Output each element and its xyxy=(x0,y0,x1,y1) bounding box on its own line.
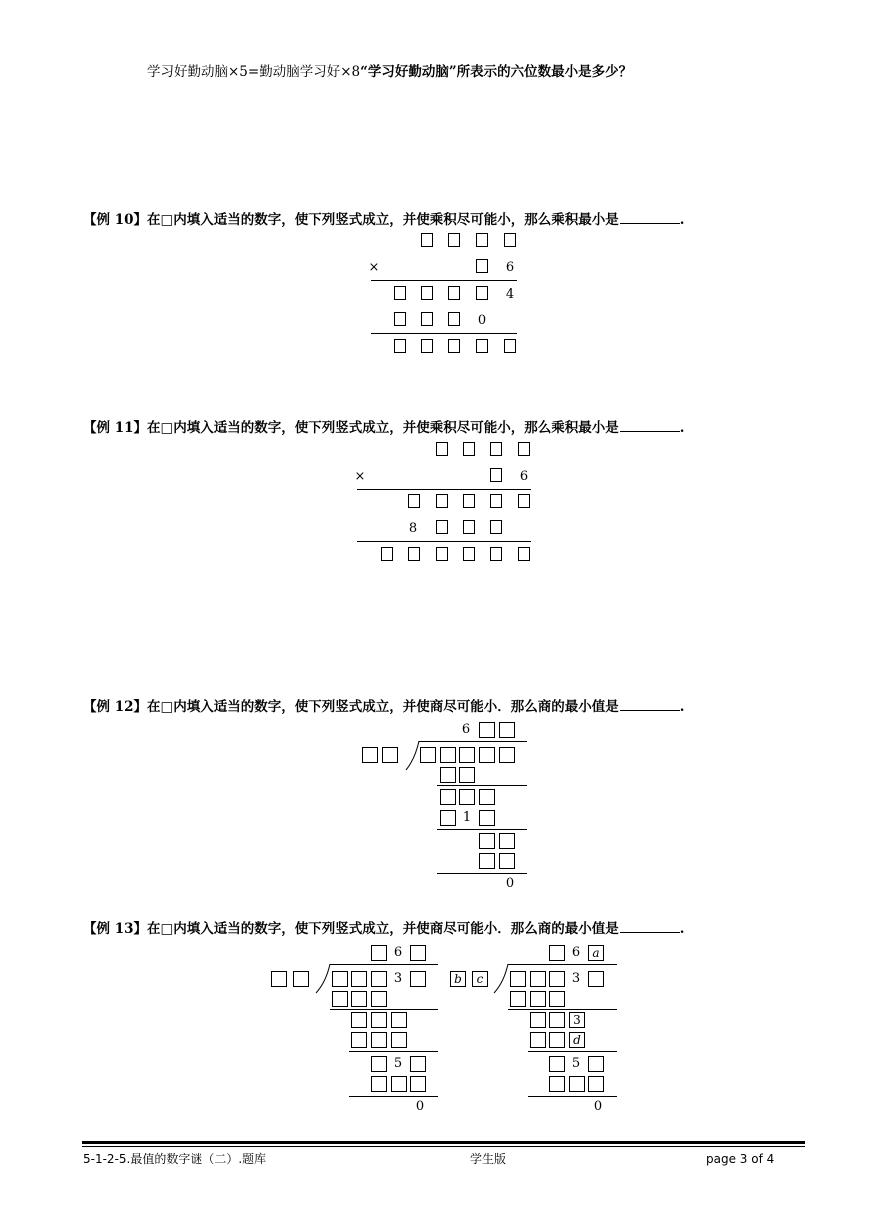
example-10-heading xyxy=(83,211,684,228)
rule xyxy=(357,489,531,490)
divisor-box xyxy=(293,971,309,987)
digit-box xyxy=(351,971,367,987)
letter-box-d: d xyxy=(569,1032,585,1048)
rule xyxy=(371,280,517,281)
digit-box xyxy=(440,789,456,805)
digit-box xyxy=(371,991,387,1007)
digit-box xyxy=(440,747,456,763)
example-13-heading xyxy=(83,920,684,937)
digit-box xyxy=(448,312,460,326)
digit-1: 1 xyxy=(462,810,472,825)
digit-box xyxy=(391,1076,407,1092)
example-12-heading xyxy=(83,698,684,715)
footer-page-number: page 3 of 4 xyxy=(706,1152,775,1166)
digit-box xyxy=(530,991,546,1007)
example-text: 在□内填入适当的数字，使下列竖式成立，并使乘积尽可能小，那么乘积最小是 xyxy=(147,420,619,436)
example-label: 【例 11】 xyxy=(83,420,147,436)
remainder-0: 0 xyxy=(505,876,515,891)
digit-box xyxy=(463,494,475,508)
digit-box xyxy=(410,1076,426,1092)
digit-box xyxy=(490,494,502,508)
answer-blank xyxy=(620,211,680,224)
digit-box xyxy=(588,971,604,987)
digit-box xyxy=(510,971,526,987)
example-label: 【例 12】 xyxy=(83,699,147,715)
example-label: 【例 13】 xyxy=(83,921,147,937)
digit-box xyxy=(391,1012,407,1028)
digit-box xyxy=(463,442,475,456)
digit-box xyxy=(504,233,516,247)
footer-title: 5-1-2-5.最值的数字谜（二）.题库 xyxy=(83,1152,267,1166)
digit-box xyxy=(421,286,433,300)
digit-box xyxy=(371,971,387,987)
division-bracket xyxy=(492,964,512,994)
rule xyxy=(528,1051,617,1052)
digit-box xyxy=(410,1056,426,1072)
example-end: . xyxy=(679,699,685,715)
times-sign: × xyxy=(368,260,380,275)
intro-line xyxy=(147,64,632,80)
footer-edition: 学生版 xyxy=(470,1152,507,1166)
digit-box xyxy=(332,971,348,987)
rule xyxy=(437,785,527,786)
digit-box xyxy=(530,1032,546,1048)
digit-box xyxy=(371,1076,387,1092)
rule xyxy=(349,1096,438,1097)
digit-box xyxy=(569,1076,585,1092)
digit-box xyxy=(436,442,448,456)
divisor-box xyxy=(362,747,378,763)
digit-box xyxy=(479,810,495,826)
digit-box xyxy=(421,233,433,247)
digit-box xyxy=(499,833,515,849)
digit-box xyxy=(499,747,515,763)
digit-box xyxy=(479,833,495,849)
digit-box xyxy=(394,312,406,326)
digit-box xyxy=(436,547,448,561)
intro-question: “学习好勤动脑”所表示的六位数最小是多少？ xyxy=(360,64,633,80)
rule xyxy=(437,873,527,874)
digit-box xyxy=(549,945,565,961)
letter-box-c: c xyxy=(472,971,488,987)
times-sign: × xyxy=(354,469,366,484)
digit-box xyxy=(479,722,495,738)
digit-box xyxy=(549,991,565,1007)
digit-box xyxy=(459,767,475,783)
remainder-0: 0 xyxy=(593,1099,603,1114)
rule xyxy=(357,541,531,542)
digit-4: 4 xyxy=(505,287,515,302)
example-text: 在□内填入适当的数字，使下列竖式成立，并使商尽可能小．那么商的最小值是 xyxy=(147,921,619,937)
digit-box xyxy=(459,747,475,763)
digit-box xyxy=(421,312,433,326)
footer-rule-thin xyxy=(82,1146,805,1147)
digit-box xyxy=(479,747,495,763)
digit-3: 3 xyxy=(571,971,581,986)
rule xyxy=(330,1009,438,1010)
rule xyxy=(349,1051,438,1052)
digit-box xyxy=(588,1076,604,1092)
example-label: 【例 10】 xyxy=(83,212,147,228)
answer-blank xyxy=(620,419,680,432)
digit-5: 5 xyxy=(571,1056,581,1071)
digit-6: 6 xyxy=(519,469,529,484)
digit-box xyxy=(518,442,530,456)
digit-box xyxy=(510,991,526,1007)
digit-box xyxy=(394,286,406,300)
digit-box xyxy=(410,945,426,961)
example-end: . xyxy=(679,921,685,937)
example-end: . xyxy=(679,420,685,436)
digit-box xyxy=(371,945,387,961)
digit-box xyxy=(504,339,516,353)
intro-equation: 学习好勤动脑×5=勤动脑学习好×8 xyxy=(147,64,361,80)
division-bar xyxy=(330,964,438,965)
quotient-digit-6: 6 xyxy=(571,945,581,960)
digit-box xyxy=(436,520,448,534)
digit-box xyxy=(476,286,488,300)
digit-box xyxy=(371,1056,387,1072)
digit-box xyxy=(530,1012,546,1028)
digit-box xyxy=(549,1076,565,1092)
digit-box xyxy=(421,339,433,353)
digit-box xyxy=(549,1056,565,1072)
boxed-digit-3: 3 xyxy=(569,1012,585,1028)
digit-box xyxy=(530,971,546,987)
divisor-box xyxy=(271,971,287,987)
digit-box xyxy=(588,1056,604,1072)
digit-box xyxy=(448,339,460,353)
digit-box xyxy=(476,259,488,273)
digit-box xyxy=(391,1032,407,1048)
digit-box xyxy=(440,810,456,826)
example-text: 在□内填入适当的数字，使下列竖式成立，并使乘积尽可能小，那么乘积最小是 xyxy=(147,212,619,228)
rule xyxy=(437,829,527,830)
digit-box xyxy=(499,853,515,869)
digit-box xyxy=(332,991,348,1007)
example-text: 在□内填入适当的数字，使下列竖式成立，并使商尽可能小．那么商的最小值是 xyxy=(147,699,619,715)
digit-box xyxy=(420,747,436,763)
quotient-digit-6: 6 xyxy=(393,945,403,960)
digit-box xyxy=(351,1032,367,1048)
digit-box xyxy=(408,547,420,561)
division-bar xyxy=(419,741,527,742)
digit-box xyxy=(448,286,460,300)
division-bracket xyxy=(314,964,334,994)
digit-0: 0 xyxy=(477,313,487,328)
digit-box xyxy=(408,494,420,508)
digit-box xyxy=(351,1012,367,1028)
digit-box xyxy=(518,494,530,508)
digit-box xyxy=(476,233,488,247)
digit-box xyxy=(463,547,475,561)
digit-box xyxy=(490,468,502,482)
digit-6: 6 xyxy=(505,260,515,275)
rule xyxy=(371,333,517,334)
divisor-box xyxy=(382,747,398,763)
digit-box xyxy=(479,853,495,869)
digit-box xyxy=(381,547,393,561)
digit-box xyxy=(518,547,530,561)
quotient-digit-6: 6 xyxy=(461,722,471,737)
answer-blank xyxy=(620,698,680,711)
letter-box-b: b xyxy=(450,971,466,987)
rule xyxy=(508,1009,617,1010)
division-bar xyxy=(508,964,617,965)
digit-box xyxy=(351,991,367,1007)
digit-box xyxy=(479,789,495,805)
digit-box xyxy=(436,494,448,508)
digit-3: 3 xyxy=(393,971,403,986)
digit-8: 8 xyxy=(408,521,418,536)
digit-box xyxy=(463,520,475,534)
digit-box xyxy=(490,520,502,534)
digit-box xyxy=(549,971,565,987)
digit-box xyxy=(499,722,515,738)
digit-box xyxy=(549,1012,565,1028)
letter-box-a: a xyxy=(588,945,604,961)
remainder-0: 0 xyxy=(415,1099,425,1114)
rule xyxy=(528,1096,617,1097)
digit-box xyxy=(490,547,502,561)
digit-box xyxy=(549,1032,565,1048)
digit-box xyxy=(394,339,406,353)
digit-box xyxy=(371,1032,387,1048)
footer-rule-thick xyxy=(82,1141,805,1144)
digit-box xyxy=(490,442,502,456)
example-11-heading xyxy=(83,419,684,436)
answer-blank xyxy=(620,920,680,933)
digit-box xyxy=(448,233,460,247)
digit-box xyxy=(459,789,475,805)
digit-box xyxy=(410,971,426,987)
digit-box xyxy=(371,1012,387,1028)
digit-box xyxy=(476,339,488,353)
example-end: . xyxy=(679,212,685,228)
digit-5: 5 xyxy=(393,1056,403,1071)
digit-box xyxy=(440,767,456,783)
